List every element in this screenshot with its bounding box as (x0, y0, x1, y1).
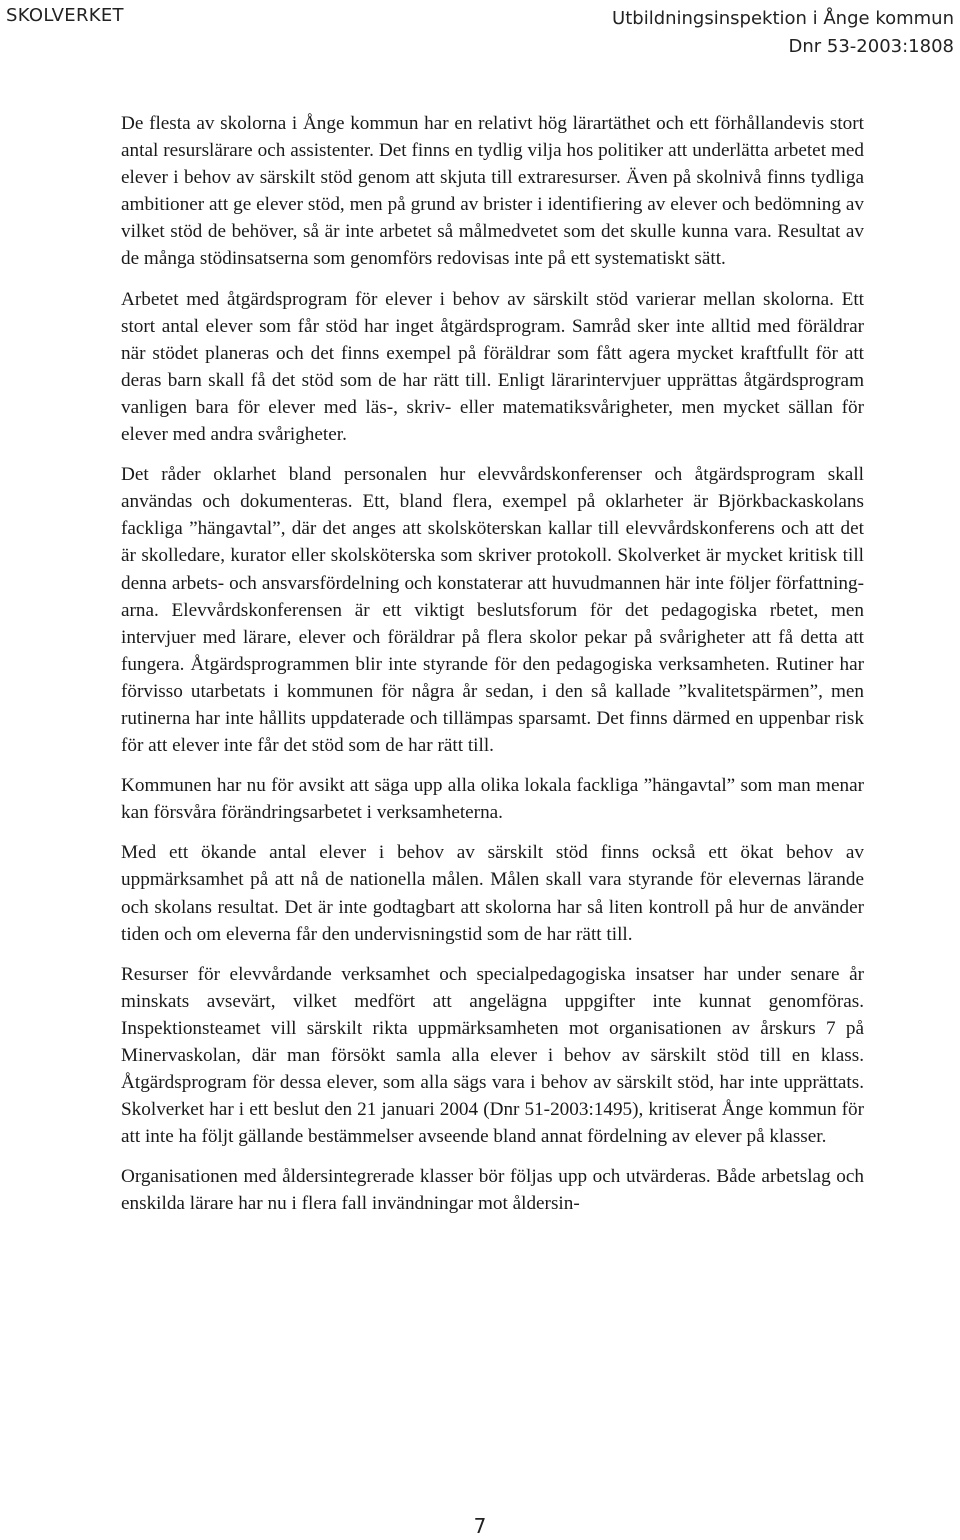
paragraph-5: Med ett ökande antal elever i behov av särskilt stöd finns också ett ökat behov av uppmärksamhet på att nå de nationella målen. Målen skall vara styrande för elevernas lärande och skolans resultat. Det är inte godtagbart att skolorna har så liten kontroll på hur de använder tiden och om eleverna får den undervisningstid som de har rätt till. (121, 842, 864, 945)
organization-name: SKOLVERKET (6, 5, 124, 26)
document-title: Utbildningsinspektion i Ånge kommun (612, 8, 954, 29)
document-reference: Dnr 53-2003:1808 (788, 36, 954, 57)
paragraph-7: Organisationen med åldersintegrerade klasser bör följas upp och utvärderas. Både arbetslag och enskilda lärare har nu i flera fall invändningar mot åldersin- (121, 1166, 864, 1215)
body-text (121, 110, 864, 1231)
paragraph-1: De flesta av skolorna i Ånge kommun har en relativt hög lärartäthet och ett förhållandevis stort antal resurslärare och assistenter. Det finns en tydlig vilja hos politiker att underlätta arbetet med elever i behov av särskilt stöd genom att skjuta till extraresurser. Även på skolnivå finns tydliga ambitioner att ge elever stöd, men på grund av brister i identifiering av elever och bedömning av vilket stöd de behöver, så är inte arbetet så målmedvetet som det skulle kunna vara. Resultat av de många stödinsatserna som genomförs redovisas inte på ett systematiskt sätt. (121, 113, 864, 270)
page-number: 7 (473, 1514, 487, 1538)
paragraph-6: Resurser för elevvårdande verksamhet och specialpedagogiska insatser har under senare år minskats avsevärt, vilket medfört att angelägna uppgifter inte kunnat genomföras. Inspektionsteamet vill särskilt rikta uppmärksamheten mot organisationen av årskurs 7 på Minervaskolan, där man försökt samla alla elever i behov av särskilt stöd till en klass. Åtgärdsprogram för dessa elever, som alla sägs vara i behov av särskilt stöd, har inte upprättats. Skolverket har i ett beslut den 21 januari 2004 (Dnr 51-2003:1495), kritiserat Ånge kommun för att inte ha följt gällande bestämmelser avseende bland annat fördelning av elever på klasser. (121, 963, 864, 1148)
paragraph-2: Arbetet med åtgärdsprogram för elever i behov av särskilt stöd varierar mellan skolorna. Ett stort antal elever som får stöd har inget åtgärdsprogram. Samråd sker inte alltid med föräldrar när stödet planeras och det finns exempel på föräldrar som fått agera mycket kraftfullt för att deras barn skall få det stöd som de har rätt till. Enligt lärarintervjuer upprättas åtgärdsprogram vanligen bara för elever med läs-, skriv- eller matematiksvårigheter, men mycket sällan för elever med andra svårigheter. (121, 288, 864, 446)
document-header (612, 5, 954, 61)
paragraph-3: Det råder oklarhet bland personalen hur elevvårdskonferenser och åtgärdsprogram skall användas och dokumenteras. Ett, bland flera, exempel på oklarheter är Björkbackaskolans fackliga ”hängavtal”, där det anges att skolsköterskan kallar till elevvårdskonferens och att det är skolledare, kurator eller skolsköterska som skriver protokoll. Skolverket är mycket kritisk till denna arbets- och ansvarsfördelning och konstaterar att huvudmannen här inte följer författningarna. Elevvårdskonferensen är ett viktigt beslutsforum för det pedagogiska rbetet, men intervjuer med lärare, elever och föräldrar på flera skolor pekar på svårigheter att få detta att fungera. Åtgärdsprogrammen blir inte styrande för den pedagogiska verksamheten. Rutiner har förvisso utarbetats i kommunen för några år sedan, i den så kallade ”kvalitetspärmen”, men rutinerna har inte hållits uppdaterade och tillämpas sparsamt. Det finns därmed en uppenbar risk för att elever inte får det stöd som de har rätt till. (121, 464, 864, 757)
paragraph-4: Kommunen har nu för avsikt att säga upp alla olika lokala fackliga ”hängavtal” som man menar kan försvåra förändringsarbetet i verksamheterna. (121, 775, 864, 824)
